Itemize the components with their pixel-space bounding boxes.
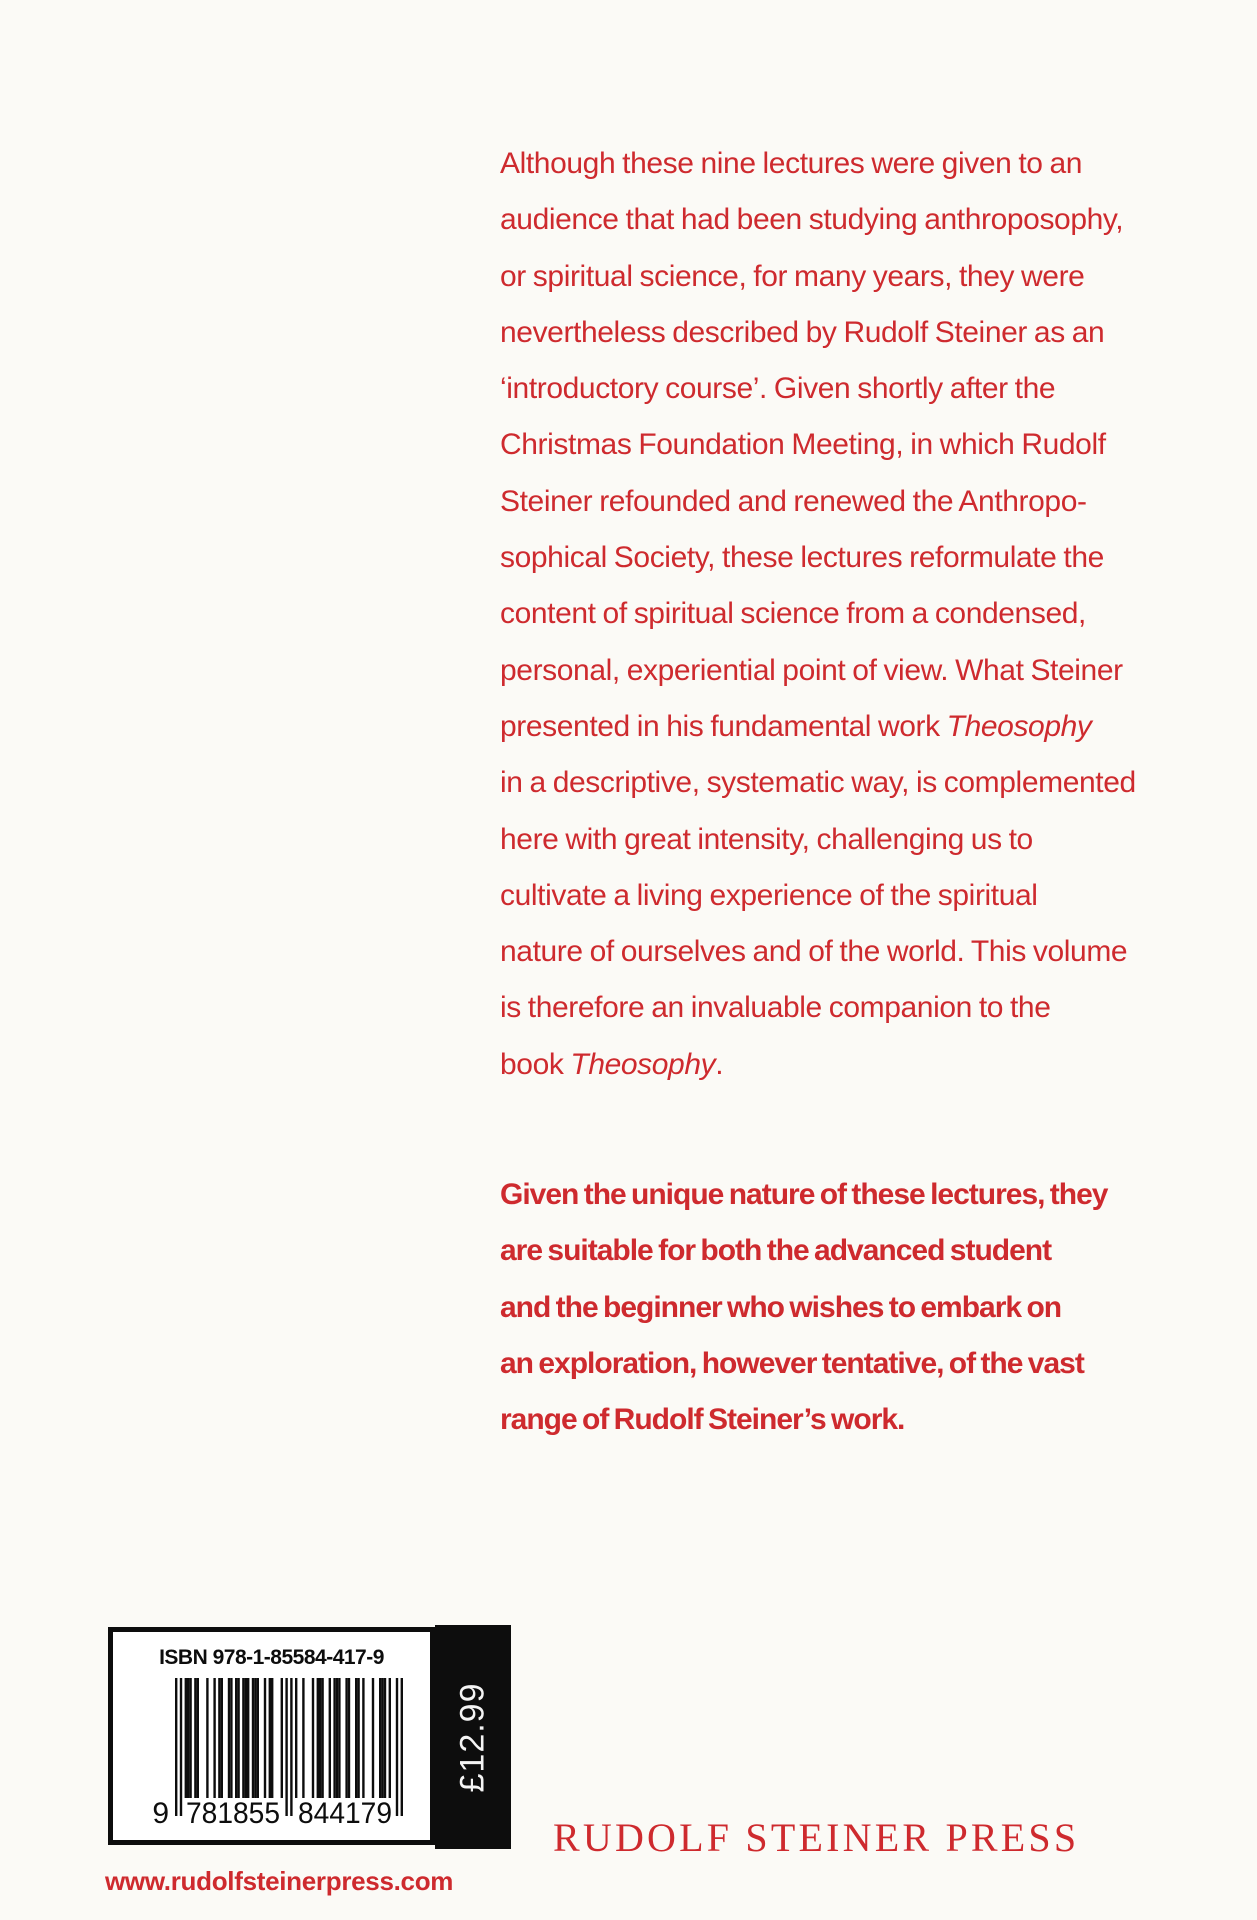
- text-line: is therefore an invaluable companion to the: [500, 991, 1051, 1025]
- text-line: are suitable for both the advanced student: [500, 1234, 1052, 1268]
- text-line: cultivate a living experience of the spiritual: [500, 878, 1038, 912]
- text-line: an exploration, however tentative, of the vast: [500, 1346, 1084, 1380]
- note-paragraph: [500, 1167, 1107, 1448]
- text-line: Steiner refounded and renewed the Anthropo-: [500, 484, 1087, 518]
- text-line: Christmas Foundation Meeting, in which Rudolf: [500, 428, 1106, 462]
- barcode: [113, 1678, 430, 1838]
- text-line: content of spiritual science from a condensed,: [500, 597, 1086, 631]
- svg-text:781855: 781855: [186, 1797, 280, 1830]
- svg-text:844179: 844179: [298, 1797, 392, 1830]
- text-line: book Theosophy.: [500, 1047, 724, 1081]
- text-line: range of Rudolf Steiner’s work.: [500, 1403, 905, 1437]
- text-line: nature of ourselves and of the world. This volume: [500, 935, 1128, 969]
- isbn-text: ISBN 978-1-85584-417-9: [159, 1646, 384, 1669]
- text-line: personal, experiential point of view. What Steiner: [500, 653, 1123, 687]
- website-url: www.rudolfsteinerpress.com: [105, 1866, 454, 1896]
- text-line: presented in his fundamental work Theosophy: [500, 709, 1092, 743]
- text-line: and the beginner who wishes to embark on: [500, 1290, 1062, 1324]
- text-line: Although these nine lectures were given to an: [500, 147, 1083, 180]
- barcode-label: [108, 1627, 435, 1845]
- price-text: £12.99: [453, 1682, 492, 1792]
- price-tag: [435, 1625, 511, 1849]
- text-line: ‘introductory course’. Given shortly after the: [500, 372, 1056, 406]
- text-line: or spiritual science, for many years, they were: [500, 259, 1085, 293]
- text-line: audience that had been studying anthroposophy,: [500, 203, 1124, 237]
- text-line: nevertheless described by Rudolf Steiner as an: [500, 315, 1105, 349]
- publisher-name: RUDOLF STEINER PRESS: [553, 1815, 1080, 1860]
- text-line: in a descriptive, systematic way, is complemented: [500, 766, 1136, 800]
- text-line: sophical Society, these lectures reformulate the: [500, 541, 1104, 575]
- text-line: here with great intensity, challenging us to: [500, 822, 1033, 856]
- text-line: Given the unique nature of these lectures, they: [500, 1178, 1108, 1211]
- blurb-paragraph: [500, 136, 1136, 1093]
- svg-text:9: 9: [152, 1797, 169, 1830]
